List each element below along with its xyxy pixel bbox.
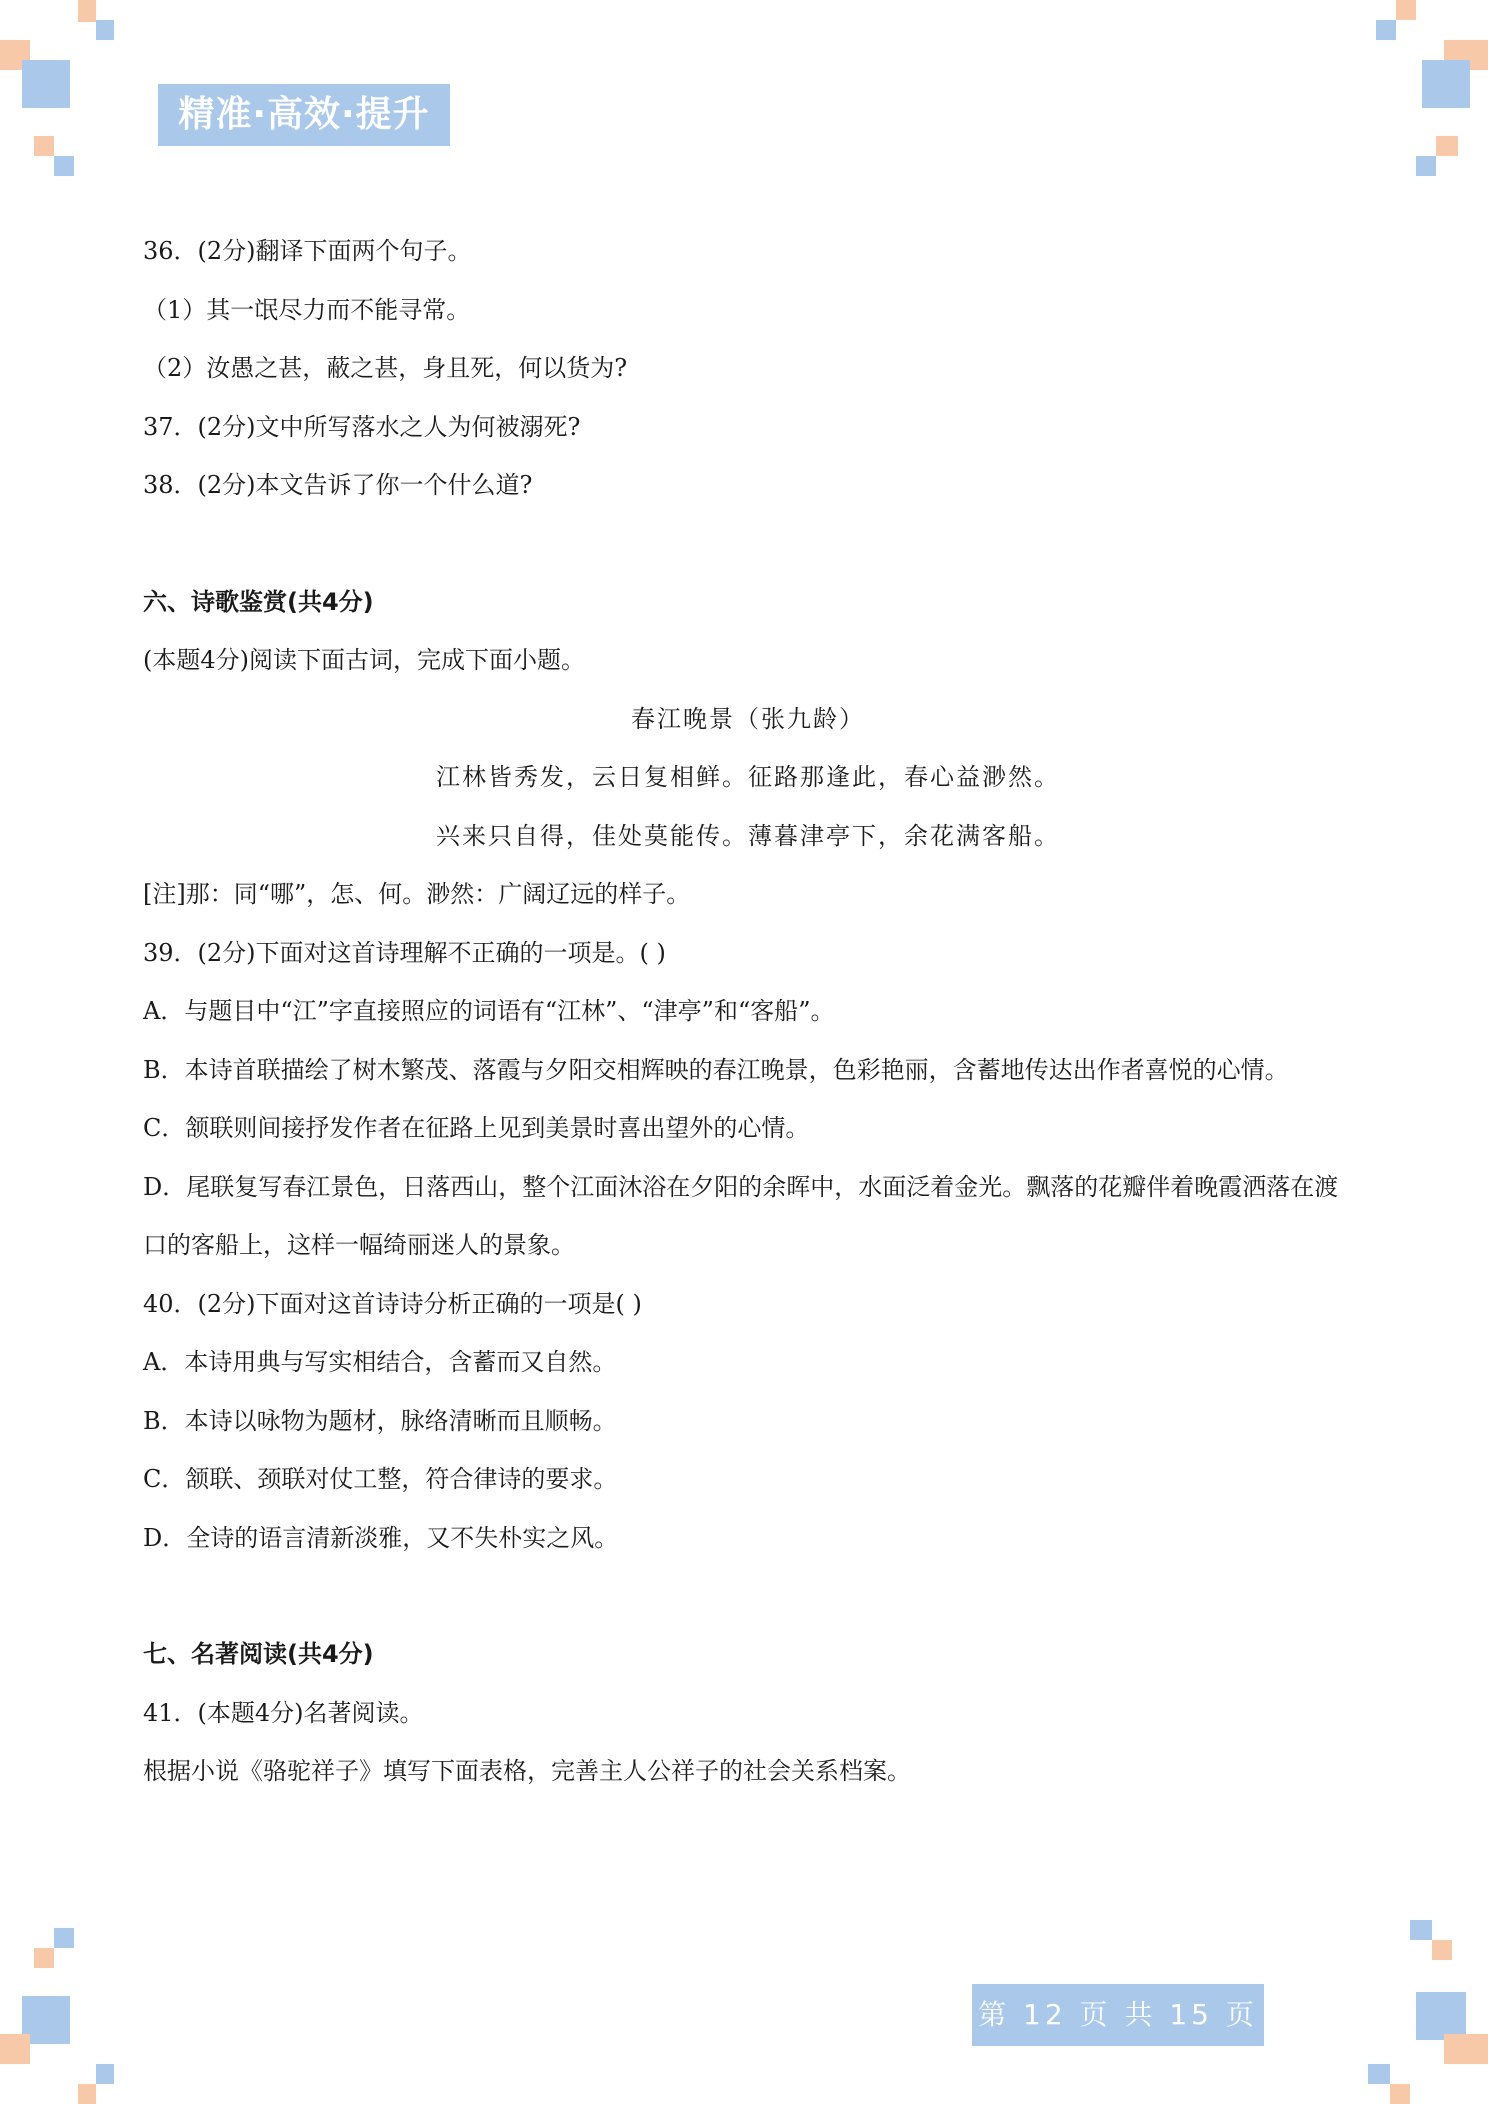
poem-line-2: 兴来只自得，佳处莫能传。薄暮津亭下，余花满客船。 (436, 821, 1060, 850)
section-6-heading: 六、诗歌鉴赏(共4分) (143, 587, 374, 616)
question-41-text: 根据小说《骆驼祥子》填写下面表格，完善主人公祥子的社会关系档案。 (143, 1757, 911, 1785)
question-40-option-a: A．本诗用典与写实相结合，含蓄而又自然。 (143, 1348, 617, 1376)
question-38: 38．(2分)本文告诉了你一个什么道? (143, 471, 533, 499)
header-banner: 精准·高效·提升 (158, 84, 450, 146)
question-36-part-2: （2）汝愚之甚，蔽之甚，身且死，何以货为? (143, 354, 628, 382)
poem-title: 春江晚景（张九龄） (631, 704, 865, 733)
question-40-option-d: D．全诗的语言清新淡雅，又不失朴实之风。 (143, 1523, 619, 1552)
question-39-option-b: B．本诗首联描绘了树木繁茂、落霞与夕阳交相辉映的春江晚景，色彩艳丽，含蓄地传达出作者喜悦的心情。 (143, 1055, 1289, 1084)
question-37: 37．(2分)文中所写落水之人为何被溺死? (143, 412, 581, 441)
question-39-option-a: A．与题目中“江”字直接照应的词语有“江林”、“津亭”和“客船”。 (143, 997, 835, 1025)
question-36: 36．(2分)翻译下面两个句子。 (143, 237, 472, 265)
poem-note: [注]那：同“哪”，怎、何。渺然：广阔辽远的样子。 (143, 880, 691, 908)
question-39-option-d: D．尾联复写春江景色，日落西山，整个江面沐浴在夕阳的余晖中，水面泛着金光。飘落的花瓣伴着晚霞洒落在渡口的客船上，这样一幅绮丽迷人的景象。 (143, 1172, 1339, 1259)
question-40-option-b: B．本诗以咏物为题材，脉络清晰而且顺畅。 (143, 1406, 617, 1435)
section-6-intro: (本题4分)阅读下面古词，完成下面小题。 (143, 646, 585, 674)
question-40-option-c: C．颔联、颈联对仗工整，符合律诗的要求。 (143, 1465, 618, 1493)
question-40: 40．(2分)下面对这首诗诗分析正确的一项是( ) (143, 1289, 642, 1318)
page-number: 第 12 页 共 15 页 (972, 1984, 1264, 2046)
question-41: 41．(本题4分)名著阅读。 (143, 1698, 424, 1727)
question-39: 39．(2分)下面对这首诗理解不正确的一项是。( ) (143, 938, 666, 967)
question-39-option-c: C．颔联则间接抒发作者在征路上见到美景时喜出望外的心情。 (143, 1114, 810, 1142)
poem-line-1: 江林皆秀发，云日复相鲜。征路那逢此，春心益渺然。 (436, 763, 1060, 791)
document-body (143, 222, 1353, 1801)
question-36-part-1: （1）其一氓尽力而不能寻常。 (143, 295, 471, 324)
section-7-heading: 七、名著阅读(共4分) (143, 1640, 374, 1668)
